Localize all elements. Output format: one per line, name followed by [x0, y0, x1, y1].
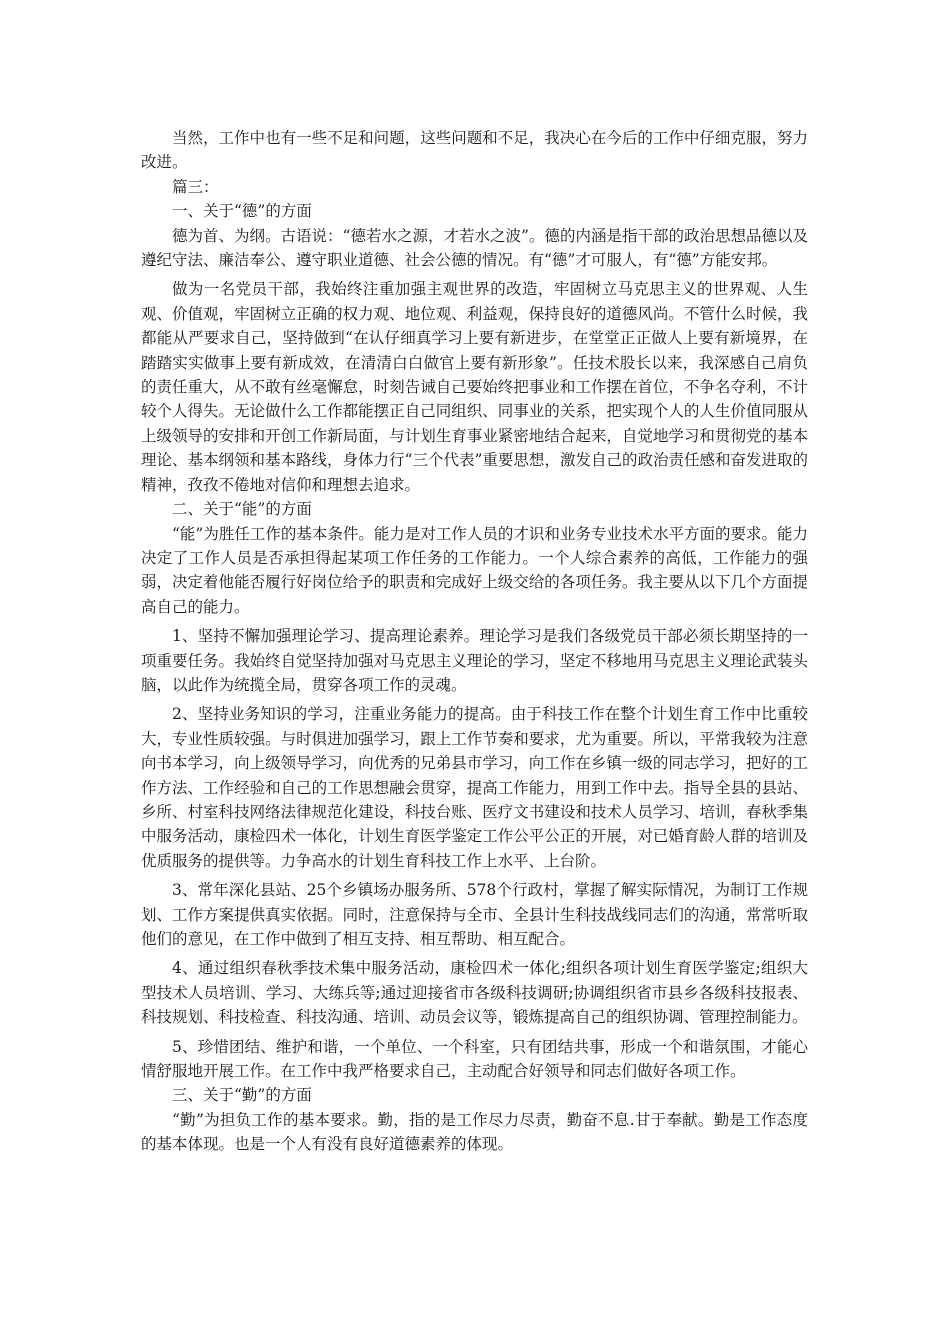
heading-neng: 二、关于“能”的方面	[172, 500, 312, 519]
neng-item-1: 1、坚持不懈加强理论学习、提高理论素养。理论学习是我们各级党员干部必须长期坚持的一项重要任务。我始终自觉坚持加强对马克思主义理论的学习，坚定不移地用马克思主义理论武装头脑，以此作为统揽全局，贯穿各项工作的灵魂。	[141, 627, 808, 694]
intro-paragraph: 当然，工作中也有一些不足和问题，这些问题和不足，我决心在今后的工作中仔细克服，努力改进。	[141, 129, 808, 172]
qin-paragraph-1: “勤”为担负工作的基本要求。勤，指的是工作尽力尽责，勤奋不息.甘于奉献。勤是工作态度的基本体现。也是一个人有没有良好道德素养的体现。	[141, 1110, 808, 1154]
neng-item-3: 3、常年深化县站、25个乡镇场办服务所、578个行政村，掌握了解实际情况，为制订工作规划、工作方案提供真实依据。同时，注意保持与全市、全县计生科技战线同志们的沟通，常常听取他们的意见，在工作中做到了相互支持、相互帮助、相互配合。	[141, 881, 808, 948]
neng-paragraph-1: “能”为胜任工作的基本条件。能力是对工作人员的才识和业务专业技术水平方面的要求。能力决定了工作人员是否承担得起某项工作任务的工作能力。一个人综合素养的高低，工作能力的强弱，决定着他能否履行好岗位给予的职责和完成好上级交给的各项任务。我主要从以下几个方面提高自己的能力。	[141, 524, 808, 616]
heading-qin: 三、关于“勤”的方面	[172, 1086, 312, 1105]
neng-item-4: 4、通过组织春秋季技术集中服务活动，康检四术一体化;组织各项计划生育医学鉴定;组织大型技术人员培训、学习、大练兵等;通过迎接省市各级科技调研;协调组织省市县乡各级科技报表、科技规划、科技检查、科技沟通、培训、动员会议等，锻炼提高自己的组织协调、管理控制能力。	[141, 959, 808, 1027]
neng-item-5: 5、珍惜团结、维护和谐，一个单位、一个科室，只有团结共事，形成一个和谐氛围，才能心情舒服地开展工作。在工作中我严格要求自己，主动配合好领导和同志们做好各项工作。	[141, 1037, 808, 1081]
neng-item-2: 2、坚持业务知识的学习，注重业务能力的提高。由于科技工作在整个计划生育工作中比重较大，专业性质较强。与时俱进加强学习，跟上工作节奏和要求，尤为重要。所以，平常我较为注意向书本学习，向上级领导学习，向优秀的兄弟县市学习，向工作在乡镇一级的同志学习，把好的工作方法、工作经验和自己的工作思想融会贯穿，提高工作能力，用到工作中去。指导全县的县站、乡所、村室科技网络法律规范化建设，科技台账、医疗文书建设和技术人员学习、培训，春秋季集中服务活动，康检四术一体化，计划生育医学鉴定工作公平公正的开展，对已婚育龄人群的培训及优质服务的提供等。力争高水的计划生育科技工作上水平、上台阶。	[141, 705, 808, 870]
document-body	[141, 126, 808, 1157]
de-paragraph-1: 德为首、为纲。古语说：“德若水之源，才若水之波”。德的内涵是指干部的政治思想品德以及遵纪守法、廉洁奉公、遵守职业道德、社会公德的情况。有“德”才可服人，有“德”方能安邦。	[141, 226, 808, 270]
heading-de: 一、关于“德”的方面	[172, 202, 312, 221]
section-label: 篇三：	[172, 177, 219, 196]
de-paragraph-2: 做为一名党员干部，我始终注重加强主观世界的改造，牢固树立马克思主义的世界观、人生观、价值观，牢固树立正确的权力观、地位观、利益观，保持良好的道德风尚。不管什么时候，我都能从严要求自己，坚持做到“在认仔细真学习上要有新进步，在堂堂正正做人上要有新境界，在踏踏实实做事上要有新成效，在清清白白做官上要有新形象”。任技术股长以来，我深感自己肩负的责任重大，从不敢有丝毫懈怠，时刻告诫自己要始终把事业和工作摆在首位，不争名夺利，不计较个人得失。无论做什么工作都能摆正自己同组织、同事业的关系，把实现个人的人生价值同服从上级领导的安排和开创工作新局面，与计划生育事业紧密地结合起来，自觉地学习和贯彻党的基本理论、基本纲领和基本路线，身体力行“三个代表”重要思想，激发自己的政治责任感和奋发进取的精神，孜孜不倦地对信仰和理想去追求。	[141, 280, 808, 494]
